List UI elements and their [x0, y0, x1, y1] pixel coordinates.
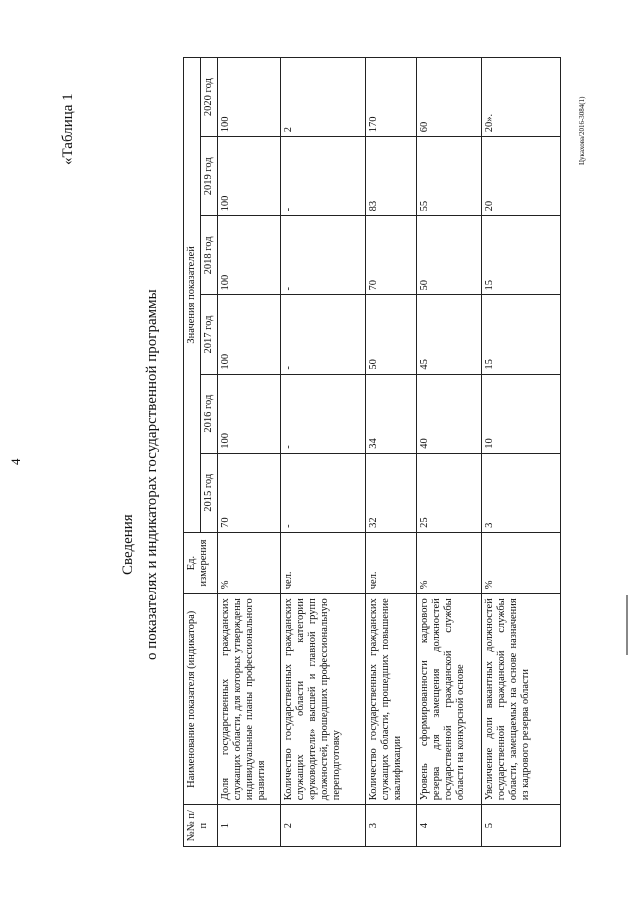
unit-cell: чел. [281, 532, 366, 593]
unit-cell: % [218, 532, 281, 593]
table-label: «Таблица 1 [60, 93, 76, 165]
value-cell: 40 [417, 374, 482, 453]
value-cell: 100 [218, 58, 281, 137]
value-cell: - [281, 216, 366, 295]
value-cell: 100 [218, 295, 281, 374]
value-cell: 55 [417, 137, 482, 216]
value-cell: 100 [218, 137, 281, 216]
header-name: Наименование показателя (индикатора) [184, 594, 218, 805]
header-year: 2018 год [201, 216, 218, 295]
value-cell: 25 [417, 453, 482, 532]
value-cell: 10 [482, 374, 561, 453]
value-cell: - [281, 374, 366, 453]
value-cell: 45 [417, 295, 482, 374]
value-cell: 83 [366, 137, 417, 216]
value-cell: 32 [366, 453, 417, 532]
header-unit: Ед. измерения [184, 532, 218, 593]
value-cell: 20 [482, 137, 561, 216]
document-subtitle: о показателях и индикаторах государственной программы [144, 289, 160, 660]
document-code: Цукахова/2016-3084(1) [578, 96, 586, 165]
page-number: 4 [8, 458, 23, 465]
scan-mark [626, 595, 628, 655]
value-cell: 20». [482, 58, 561, 137]
unit-cell: чел. [366, 532, 417, 593]
table-row [218, 58, 281, 847]
indicator-name: Увеличение доли вакантных должностей государственной гражданской службы области, замещаемых на основе назначения из кадрового резерва области [482, 594, 561, 805]
indicator-name: Количество государственных гражданских служащих области, прошедших повышение квалификации [366, 594, 417, 805]
unit-cell: % [482, 532, 561, 593]
value-cell: 100 [218, 216, 281, 295]
value-cell: 70 [218, 453, 281, 532]
indicator-name: Количество государственных гражданских служащих области категории «руководители» высшей и главной групп должностей, прошедших профессиональную переподготовку [281, 594, 366, 805]
unit-cell: % [417, 532, 482, 593]
header-year: 2015 год [201, 453, 218, 532]
header-year: 2016 год [201, 374, 218, 453]
table-row [366, 58, 417, 847]
value-cell: 50 [417, 216, 482, 295]
table-row [417, 58, 482, 847]
value-cell: 3 [482, 453, 561, 532]
document-title: Сведения [120, 514, 136, 575]
value-cell: 100 [218, 374, 281, 453]
indicators-table [183, 57, 561, 847]
table-row [281, 58, 366, 847]
header-num: №№ п/п [184, 805, 218, 847]
row-number: 4 [417, 805, 482, 847]
table-row [482, 58, 561, 847]
indicator-name: Уровень сформированности кадрового резерва для замещения должностей государственной гражданской службы области на конкурсной основе [417, 594, 482, 805]
value-cell: 2 [281, 58, 366, 137]
value-cell: 15 [482, 295, 561, 374]
value-cell: 15 [482, 216, 561, 295]
header-year: 2017 год [201, 295, 218, 374]
value-cell: 70 [366, 216, 417, 295]
row-number: 3 [366, 805, 417, 847]
row-number: 1 [218, 805, 281, 847]
value-cell: 34 [366, 374, 417, 453]
value-cell: 50 [366, 295, 417, 374]
value-cell: - [281, 453, 366, 532]
header-year: 2019 год [201, 137, 218, 216]
indicator-name: Доля государственных гражданских служащих области, для которых утверждены индивидуальные планы профессионального развития [218, 594, 281, 805]
value-cell: - [281, 295, 366, 374]
header-values-group: Значения показателей [184, 58, 201, 533]
value-cell: - [281, 137, 366, 216]
row-number: 5 [482, 805, 561, 847]
value-cell: 60 [417, 58, 482, 137]
value-cell: 170 [366, 58, 417, 137]
row-number: 2 [281, 805, 366, 847]
header-year: 2020 год [201, 58, 218, 137]
